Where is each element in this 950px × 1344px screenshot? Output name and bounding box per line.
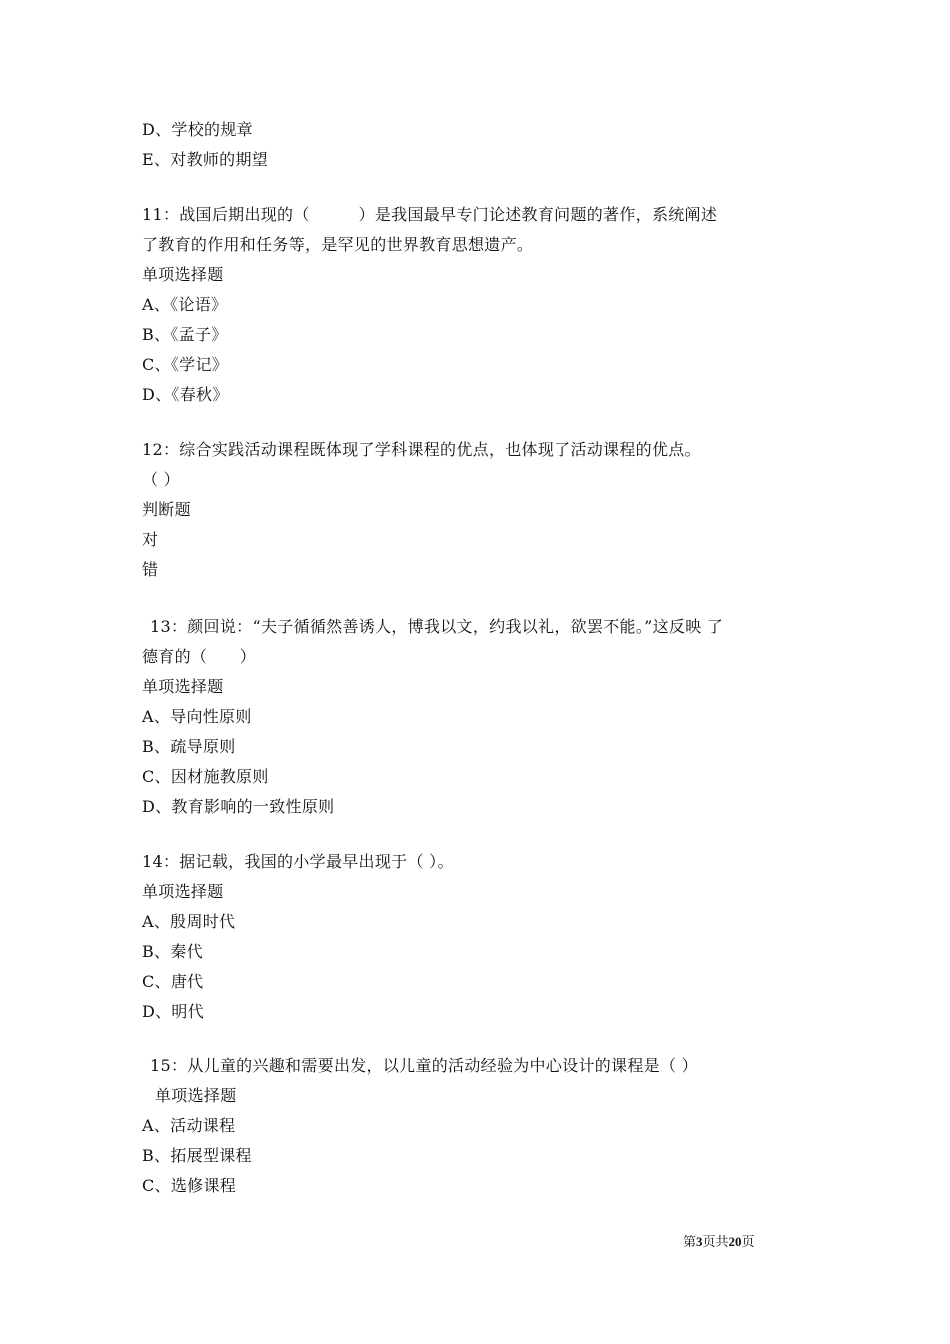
question-13-option-c: C、因材施教原则 (142, 767, 269, 786)
page-footer (683, 1234, 755, 1250)
question-15-option-a: A、活动课程 (142, 1116, 236, 1135)
question-12-option-false: 错 (142, 560, 159, 579)
question-14-option-d: D、明代 (142, 1002, 205, 1021)
question-13-stem-line2: 德育的（ ） (142, 647, 257, 666)
question-11-stem-line2: 了教育的作用和任务等，是罕见的世界教育思想遗产。 (142, 235, 534, 254)
question-13-option-b: B、疏导原则 (142, 737, 236, 756)
question-13-type: 单项选择题 (142, 677, 224, 696)
question-11-option-b: B、《孟子》 (142, 325, 228, 344)
question-15-option-c: C、选修课程 (142, 1176, 237, 1195)
question-14-option-c: C、唐代 (142, 972, 204, 991)
question-11-option-c: C、《学记》 (142, 355, 229, 374)
question-15-option-b: B、拓展型课程 (142, 1146, 252, 1165)
question-11-stem-line1: 11：战国后期出现的（ ）是我国最早专门论述教育问题的著作，系统阐述 (142, 205, 718, 224)
question-13-stem-line1: 13：颜回说：“夫子循循然善诱人，博我以文，约我以礼，欲罢不能。”这反映 了 (150, 617, 724, 636)
footer-suffix: 页 (741, 1234, 755, 1249)
question-12-type: 判断题 (142, 500, 191, 519)
question-12-stem-line2: （ ） (142, 470, 180, 489)
question-14-option-b: B、秦代 (142, 942, 203, 961)
option-e: E、对教师的期望 (142, 150, 269, 169)
question-14-option-a: A、殷周时代 (142, 912, 236, 931)
question-12-option-true: 对 (142, 530, 159, 549)
question-11-type: 单项选择题 (142, 265, 224, 284)
question-12-stem-line1: 12：综合实践活动课程既体现了学科课程的优点，也体现了活动课程的优点。 (142, 440, 701, 459)
question-14-stem: 14：据记载，我国的小学最早出现于（ ）。 (142, 852, 454, 871)
footer-middle: 页共 (702, 1234, 729, 1249)
question-13-option-a: A、导向性原则 (142, 707, 252, 726)
question-14-type: 单项选择题 (142, 882, 224, 901)
question-13-option-d: D、教育影响的一致性原则 (142, 797, 335, 816)
question-11-option-d: D、《春秋》 (142, 385, 229, 404)
footer-current-page: 3 (696, 1234, 703, 1249)
footer-total-pages: 20 (728, 1234, 742, 1249)
option-d: D、学校的规章 (142, 120, 253, 139)
question-15-stem: 15：从儿童的兴趣和需要出发，以儿童的活动经验为中心设计的课程是（ ） (150, 1056, 698, 1075)
footer-prefix: 第 (683, 1234, 697, 1249)
question-15-type: 单项选择题 (155, 1086, 237, 1105)
question-11-option-a: A、《论语》 (142, 295, 228, 314)
